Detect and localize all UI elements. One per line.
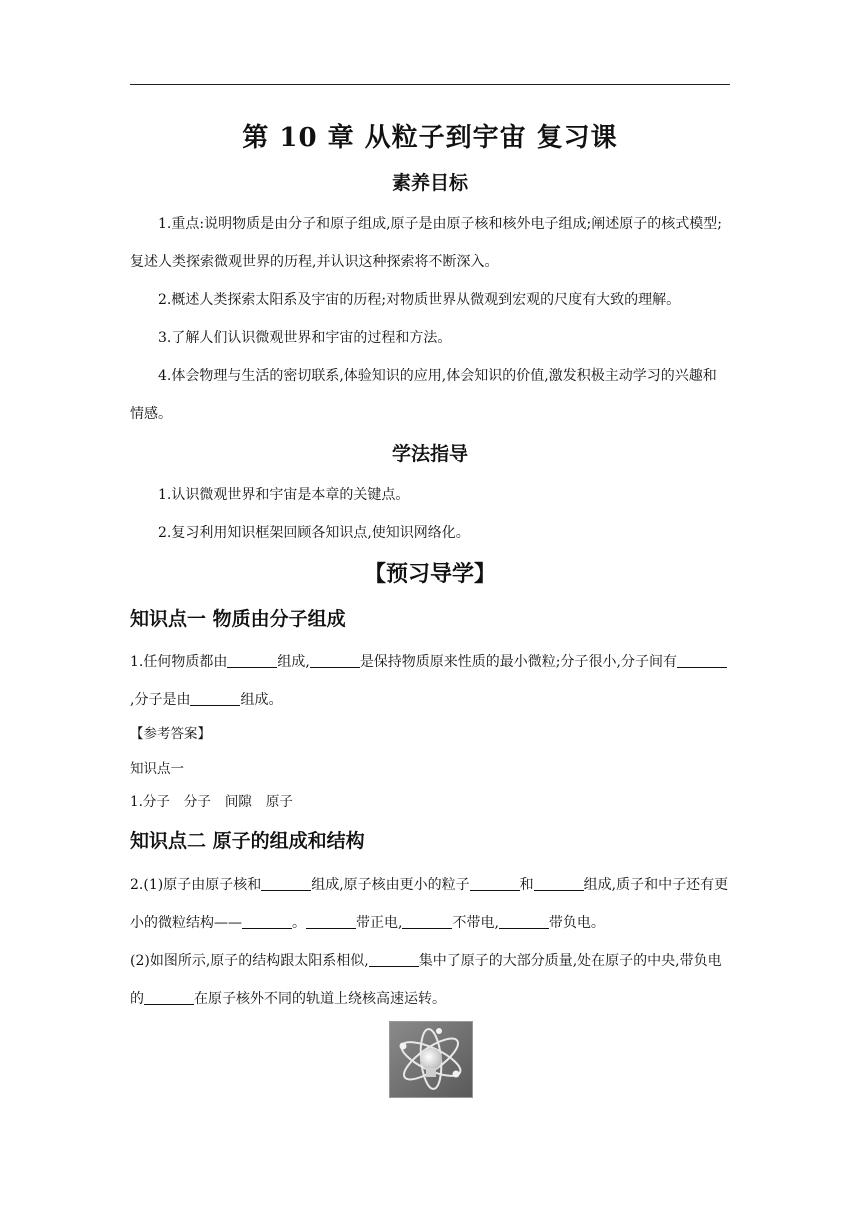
atom-model-image — [389, 1021, 473, 1098]
k2-q-part: 2.(1)原子由原子核和 — [130, 877, 262, 893]
method-heading: 学法指导 — [391, 443, 468, 465]
answer-value: 分子 — [142, 794, 170, 810]
k2-q-part: 在原子核外不同的轨道上绕核高速运转。 — [194, 991, 446, 1007]
k1-q-part: 组成。 — [240, 692, 283, 708]
k1-question — [130, 643, 730, 719]
goal-item-3: 3.了解人们认识微观世界和宇宙的过程和方法。 — [158, 330, 452, 346]
k2-q-part: 和 — [519, 877, 534, 893]
k2-question-2 — [130, 942, 730, 1018]
fill-blank[interactable] — [227, 653, 277, 668]
fill-blank[interactable] — [402, 914, 452, 929]
k1-heading: 知识点一 物质由分子组成 — [130, 608, 346, 630]
k2-q-part: 集中了原子的大部分质量,处在原子的中央,带负电的 — [130, 953, 722, 1007]
k2-question-1 — [130, 866, 730, 942]
k1-q-part: ,分子是由 — [130, 692, 191, 708]
k1-q-part: 是保持物质原来性质的最小微粒;分子很小,分子间有 — [359, 654, 677, 670]
k2-q-part: (2)如图所示,原子的结构跟太阳系相似, — [130, 953, 369, 969]
goal-item-4: 4.体会物理与生活的密切联系,体验知识的应用,体会知识的价值,激发积极主动学习的兴趣和情感。 — [130, 368, 717, 422]
fill-blank[interactable] — [369, 952, 419, 967]
k1-q-part: 组成, — [277, 654, 310, 670]
fill-blank[interactable] — [677, 653, 727, 668]
fill-blank[interactable] — [144, 990, 194, 1005]
k2-q-part: 组成,质子和中子还有更小的微粒结构—— — [130, 877, 729, 931]
k1-q-part: 1.任何物质都由 — [130, 654, 228, 670]
answer-prefix: 1. — [130, 794, 143, 810]
answer-value: 间隙 — [224, 794, 252, 810]
k2-q-part: 不带电, — [452, 915, 499, 931]
fill-blank[interactable] — [242, 914, 292, 929]
answer-value: 分子 — [183, 794, 211, 810]
fill-blank[interactable] — [261, 876, 311, 891]
answer-label: 【参考答案】 — [130, 726, 211, 742]
k2-q-part: 带负电。 — [548, 915, 605, 931]
fill-blank[interactable] — [470, 876, 520, 891]
goals-heading: 素养目标 — [391, 172, 468, 194]
k2-q-part: 组成,原子核由更小的粒子 — [311, 877, 470, 893]
answer-subheading: 知识点一 — [130, 761, 184, 777]
preview-heading: 【预习导学】 — [363, 561, 496, 587]
k2-heading: 知识点二 原子的组成和结构 — [130, 830, 365, 852]
k2-q-part: 带正电, — [356, 915, 403, 931]
top-rule — [130, 84, 730, 85]
method-item-1: 1.认识微观世界和宇宙是本章的关键点。 — [158, 487, 410, 503]
fill-blank[interactable] — [310, 653, 360, 668]
fill-blank[interactable] — [190, 691, 240, 706]
method-item-2: 2.复习利用知识框架回顾各知识点,使知识网络化。 — [158, 525, 470, 541]
k2-q-part: 。 — [292, 915, 306, 931]
answer-line — [130, 790, 293, 810]
goal-item-1: 1.重点:说明物质是由分子和原子组成,原子是由原子核和核外电子组成;阐述原子的核式模型;复述人类探索微观世界的历程,并认识这种探索将不断深入。 — [130, 216, 722, 270]
answer-value: 原子 — [265, 794, 293, 810]
fill-blank[interactable] — [306, 914, 356, 929]
fill-blank[interactable] — [534, 876, 584, 891]
fill-blank[interactable] — [499, 914, 549, 929]
page-title: 第 10 章 从粒子到宇宙 复习课 — [242, 123, 618, 153]
goal-item-2: 2.概述人类探索太阳系及宇宙的历程;对物质世界从微观到宏观的尺度有大致的理解。 — [158, 292, 681, 308]
